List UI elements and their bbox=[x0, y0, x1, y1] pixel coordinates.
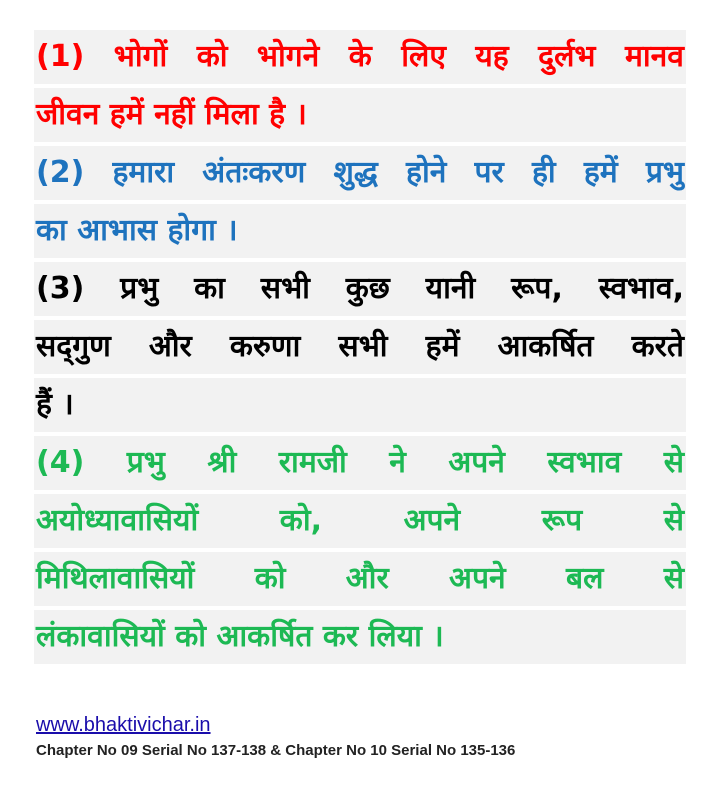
point-1 bbox=[34, 30, 686, 142]
chapter-reference: Chapter No 09 Serial No 137-138 & Chapter No 10 Serial No 135-136 bbox=[36, 742, 516, 759]
point-3-line-3: हैं । bbox=[34, 378, 686, 432]
footer bbox=[36, 712, 686, 762]
point-4-line-3: मिथिलावासियों को और अपने बल से bbox=[34, 552, 686, 606]
point-4-line-2: अयोध्यावासियों को, अपने रूप से bbox=[34, 494, 686, 548]
point-1-line-2: जीवन हमें नहीं मिला है । bbox=[34, 88, 686, 142]
point-2-line-2: का आभास होगा । bbox=[34, 204, 686, 258]
content-area bbox=[34, 30, 686, 668]
point-2-line-1: (2) हमारा अंतःकरण शुद्ध होने पर ही हमें प्रभु bbox=[34, 146, 686, 200]
website-link[interactable]: www.bhaktivichar.in bbox=[36, 714, 211, 736]
point-3-line-1: (3) प्रभु का सभी कुछ यानी रूप, स्वभाव, bbox=[34, 262, 686, 316]
point-1-line-1: (1) भोगों को भोगने के लिए यह दुर्लभ मानव bbox=[34, 30, 686, 84]
point-4 bbox=[34, 436, 686, 664]
point-3-line-2: सद्‌गुण और करुणा सभी हमें आकर्षित करते bbox=[34, 320, 686, 374]
point-2 bbox=[34, 146, 686, 258]
point-3 bbox=[34, 262, 686, 432]
point-4-line-1: (4) प्रभु श्री रामजी ने अपने स्वभाव से bbox=[34, 436, 686, 490]
point-4-line-4: लंकावासियों को आकर्षित कर लिया । bbox=[34, 610, 686, 664]
